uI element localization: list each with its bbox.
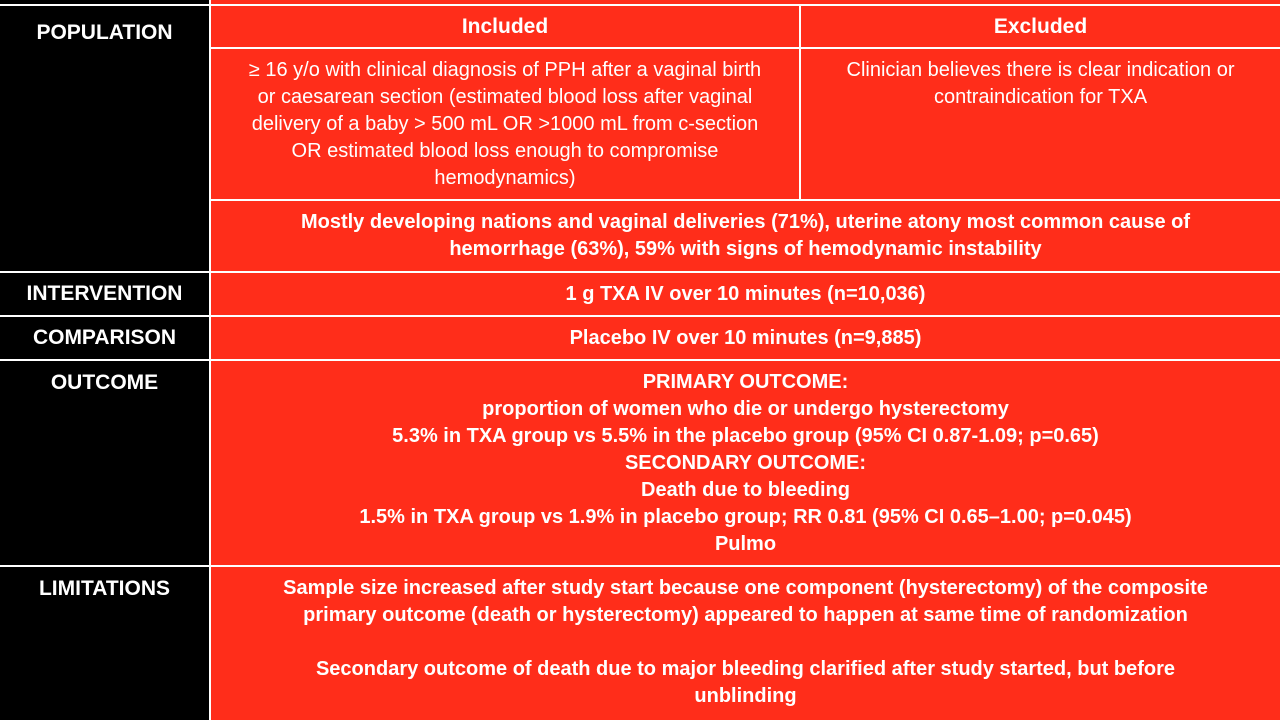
- intervention-content: [211, 273, 1280, 315]
- population-summary: [211, 201, 1280, 271]
- outcome-content: [211, 361, 1280, 565]
- summary-line: hemorrhage (63%), 59% with signs of hemodynamic instability: [449, 238, 1042, 260]
- comparison-text: Placebo IV over 10 minutes (n=9,885): [569, 326, 922, 349]
- comparison-label: COMPARISON: [0, 317, 209, 359]
- outcome-line: 5.3% in TXA group vs 5.5% in the placebo group (95% CI 0.87-1.09; p=0.65): [392, 425, 1099, 447]
- outcome-label: OUTCOME: [0, 361, 209, 565]
- excluded-header-text: Excluded: [993, 15, 1088, 38]
- limitations-line: Secondary outcome of death due to major bleeding clarified after study started, but before: [315, 658, 1176, 680]
- excluded-line: Clinician believes there is clear indication or: [846, 59, 1235, 81]
- limitations-line: unblinding: [694, 685, 797, 707]
- included-criteria: [211, 49, 799, 199]
- outcome-line: PRIMARY OUTCOME:: [642, 371, 849, 393]
- outcome-line: Pulmo: [714, 533, 777, 555]
- excluded-header: [801, 6, 1280, 47]
- top-remnant-label: [0, 0, 209, 4]
- included-line: OR estimated blood loss enough to compromise: [291, 140, 719, 162]
- outcome-line: Death due to bleeding: [641, 479, 850, 501]
- limitations-line: Sample size increased after study start because one component (hysterectomy) of the composite: [283, 577, 1208, 599]
- excluded-criteria: [801, 49, 1280, 199]
- top-remnant-content: [211, 0, 1280, 4]
- limitations-line: primary outcome (death or hysterectomy) appeared to happen at same time of randomization: [303, 604, 1188, 626]
- included-line: ≥ 16 y/o with clinical diagnosis of PPH after a vaginal birth: [248, 59, 762, 81]
- included-line: or caesarean section (estimated blood loss after vaginal: [257, 86, 753, 108]
- limitations-content: [211, 567, 1280, 720]
- limitations-label: LIMITATIONS: [0, 567, 209, 720]
- included-line: hemodynamics): [434, 167, 576, 189]
- excluded-line: contraindication for TXA: [933, 86, 1148, 108]
- outcome-line: SECONDARY OUTCOME:: [624, 452, 867, 474]
- summary-line: Mostly developing nations and vaginal deliveries (71%), uterine atony most common cause of: [300, 211, 1191, 233]
- intervention-label: INTERVENTION: [0, 273, 209, 315]
- outcome-line: 1.5% in TXA group vs 1.9% in placebo group; RR 0.81 (95% CI 0.65–1.00; p=0.045): [359, 506, 1132, 528]
- population-label: POPULATION: [0, 6, 209, 271]
- outcome-line: proportion of women who die or undergo hysterectomy: [482, 398, 1009, 420]
- included-header-text: Included: [461, 15, 549, 38]
- included-header: [211, 6, 799, 47]
- comparison-content: [211, 317, 1280, 359]
- included-line: delivery of a baby > 500 mL OR >1000 mL from c-section: [251, 113, 759, 135]
- intervention-text: 1 g TXA IV over 10 minutes (n=10,036): [565, 282, 926, 305]
